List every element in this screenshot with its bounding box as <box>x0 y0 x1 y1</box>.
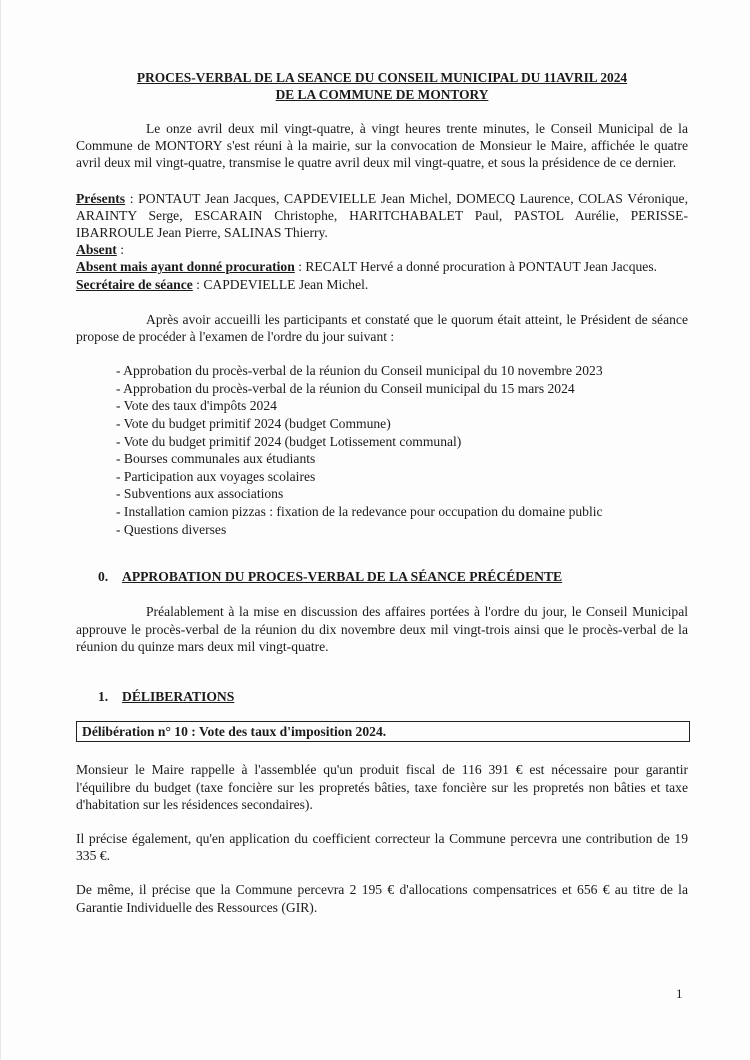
document-body <box>76 70 688 916</box>
presents-line <box>76 190 688 242</box>
proxy-text: : RECALT Hervé a donné procuration à PONTAUT Jean Jacques. <box>294 259 658 275</box>
document-title-line-1: PROCES-VERBAL DE LA SEANCE DU CONSEIL MUNICIPAL DU 11AVRIL 2024 <box>136 70 628 85</box>
section-1-title: DÉLIBERATIONS <box>122 688 235 704</box>
deliberation-paragraph-2: Il précise également, qu'en application du coefficient correcteur la Commune percevra une contribution de 19 335 €. <box>76 831 688 864</box>
attendance-block <box>76 190 688 293</box>
agenda-item: - Installation camion pizzas : fixation de la redevance pour occupation du domaine public <box>116 503 603 519</box>
section-1-heading <box>76 688 688 705</box>
secretary-label: Secrétaire de séance <box>76 276 193 292</box>
agenda-item: - Vote du budget primitif 2024 (budget Lotissement communal) <box>116 433 462 449</box>
agenda-intro-paragraph: Après avoir accueilli les participants et constaté que le quorum était atteint, le Président de séance propose de procéder à l'examen de l'ordre du jour suivant : <box>76 311 688 345</box>
section-0-number: 0. <box>98 569 109 585</box>
agenda-item: - Vote des taux d'impôts 2024 <box>116 398 277 414</box>
deliberation-title: Délibération n° 10 : Vote des taux d'imposition 2024. <box>82 724 387 740</box>
proxy-line <box>76 258 688 275</box>
agenda-item: - Participation aux voyages scolaires <box>116 468 316 484</box>
intro-paragraph: Le onze avril deux mil vingt-quatre, à vingt heures trente minutes, le Conseil Municipal de la Commune de MONTORY s'est réuni à la mairie, sur la convocation de Monsieur le Maire, affichée le quatre avril deux mil vingt-quatre, transmise le quatre avril deux mil vingt-quatre, et sous la présidence de ce dernier. <box>76 121 688 171</box>
agenda-item: - Bourses communales aux étudiants <box>116 451 316 467</box>
presents-text: : PONTAUT Jean Jacques, CAPDEVIELLE Jean Michel, DOMECQ Laurence, COLAS Véronique, ARAINTY Serge, ESCARAIN Christophe, HARITCHABALET Paul, PASTOL Aurélie, PERISSE-IBARROULE Jean Pierre, SALINAS Thierry. <box>76 190 688 241</box>
absent-text: : <box>116 242 124 258</box>
agenda-item: - Questions diverses <box>116 521 227 537</box>
deliberation-paragraph-1: Monsieur le Maire rappelle à l'assemblée qu'un produit fiscal de 116 391 € est nécessaire pour garantir l'équilibre du budget (taxe foncière sur les propretés bâties, taxe foncière sur les propretés non bâties et taxe d'habitation sur les résidences secondaires). <box>76 762 688 812</box>
absent-line <box>76 241 688 258</box>
section-0-paragraph: Préalablement à la mise en discussion des affaires portées à l'ordre du jour, le Conseil Municipal approuve le procès-verbal de la réunion du dix novembre deux mil vingt-trois ainsi que le procès-verbal de la réunion du quinze mars deux mil vingt-quatre. <box>76 604 688 654</box>
document-title-line-2: DE LA COMMUNE DE MONTORY <box>275 86 489 102</box>
secretary-line <box>76 276 688 293</box>
agenda-item: - Approbation du procès-verbal de la réunion du Conseil municipal du 10 novembre 2023 <box>116 363 603 379</box>
agenda-item: - Approbation du procès-verbal de la réunion du Conseil municipal du 15 mars 2024 <box>116 380 575 396</box>
agenda-item: - Vote du budget primitif 2024 (budget Commune) <box>116 416 391 432</box>
deliberation-paragraph-3: De même, il précise que la Commune percevra 2 195 € d'allocations compensatrices et 656 € au titre de la Garantie Individuelle des Ressources (GIR). <box>76 882 688 915</box>
section-0-heading <box>76 568 688 585</box>
presents-label: Présents <box>76 190 126 206</box>
secretary-text: : CAPDEVIELLE Jean Michel. <box>192 276 369 292</box>
page-number: 1 <box>676 986 683 1001</box>
section-0-title: APPROBATION DU PROCES-VERBAL DE LA SÉANCE PRÉCÉDENTE <box>122 569 563 585</box>
absent-label: Absent <box>76 242 117 258</box>
proxy-label: Absent mais ayant donné procuration <box>76 259 295 275</box>
agenda-item: - Subventions aux associations <box>116 486 284 502</box>
section-1-number: 1. <box>98 688 109 704</box>
deliberation-title-box <box>76 721 690 742</box>
agenda-list <box>76 362 688 538</box>
